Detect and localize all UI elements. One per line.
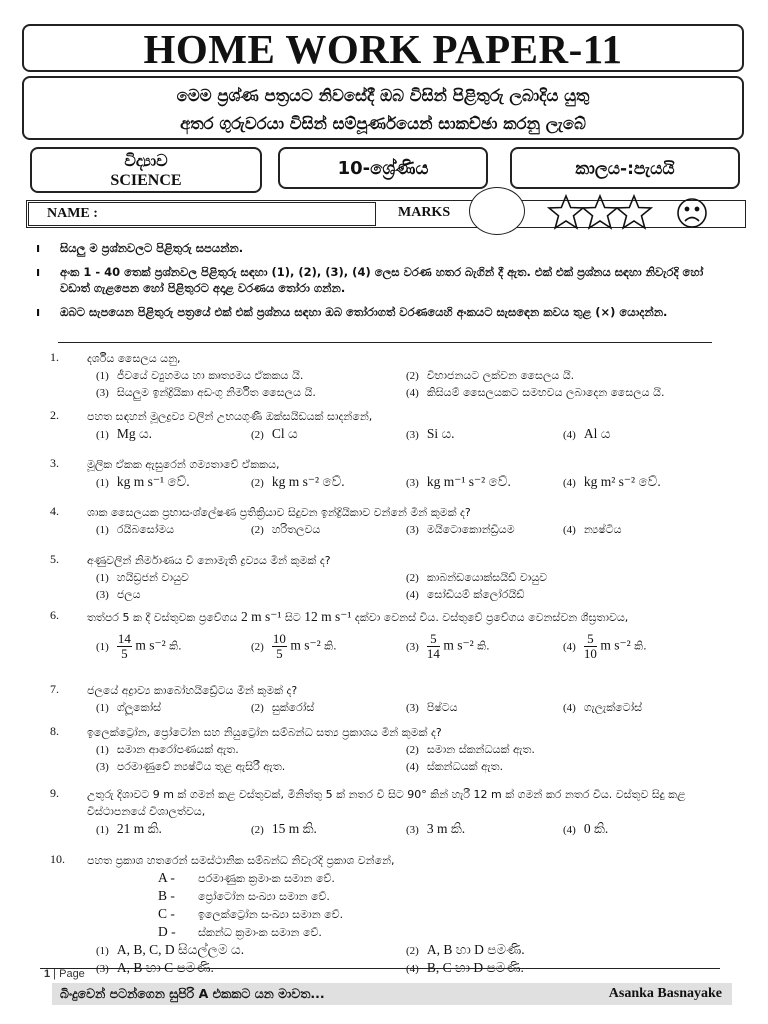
question-1 [50,350,740,408]
instruction-line-2: අතර ගුරුවරයා විසින් සම්පූර්ණයෙන් සාකච්ඡා කරනු ලැබේ [180,114,586,133]
question-number: 7. [50,682,59,696]
rule-1: ı සියලු ම ප්‍රශ්නවලට පිළිතුරු සපයන්න. [36,241,244,255]
option-3[interactable]: (3) පරමාණුවේ න්‍යෂ්ටිය තුළ ඇසිරී ඇත. [96,760,286,773]
option-2[interactable]: (2) සුක්රෝස් [251,701,315,714]
subject-sinhala: විද්‍යාව [124,151,168,170]
page-title: HOME WORK PAPER-11 [22,24,744,72]
question-9 [50,786,740,852]
option-3[interactable]: (3) kg m⁻¹ s⁻² වේ. [406,474,511,489]
option-4[interactable]: (4) ස්කන්ධයක් ඇත. [406,760,504,773]
footer-author: Asanka Basnayake [608,986,722,1001]
option-2[interactable]: (2) A, B හා D පමණි. [406,942,525,957]
option-4[interactable]: (4) B, C හා D පමණි. [406,960,524,975]
question-text: ජලයේ අද්‍රාව්‍ය කාබෝහයිඩ්‍රේටය මින් කුමක් ද? [87,684,298,697]
question-number: 5. [50,552,59,566]
page-number: 1 | Page [44,968,85,980]
option-1[interactable]: (1) kg m s⁻¹ වේ. [96,474,190,489]
statement-b: B - ප්‍රෝටෝන සංඛ්‍යා සමාන වේ. [158,888,330,903]
footer-divider [40,968,720,969]
question-6 [50,608,740,682]
rule-3: ı ඔබට සැපයෙන පිළිතුරු පත්‍රයේ එක් එක් ප්‍රශ්නය සඳහා ඔබ තෝරාගත් වරණයෙහි අංකයට සැසඳෙන කවය තුළ (×) යොදන්න. [36,305,668,319]
option-4[interactable]: (4) $\frac{5}{10}$ m s⁻² කි. [563,631,647,661]
statement-list [158,869,740,941]
footer-bar [52,983,732,1005]
option-1[interactable]: (1) හයිඩ්‍රජන් වායුව [96,571,189,584]
question-text: ශාක සෛලයක ප්‍රභාසංශ්ලේෂණ ප්‍රතික්‍රියාව සිදුවන ඉන්ද්‍රියිකාව වන්නේ මින් කුමක් ද? [87,506,471,519]
option-3[interactable]: (3) මයිටොකොන්ඩ්‍රියම [406,523,515,536]
question-number: 3. [50,456,59,470]
question-text: තත්පර 5 ක දී වස්තුවක ප්‍රවේගය 2 m s⁻¹ සිට 12 m s⁻¹ දක්වා වෙනස් විය. වස්තුවේ ප්‍රවේගය වෙනස්වන ශීඝ්‍රතාවය, [87,609,629,624]
star-icon [549,196,583,228]
question-7 [50,682,740,724]
question-text: ඉලෙක්ට්‍රෝන, ප්‍රෝටෝන සහ නියුට්‍රෝන සම්බන්ධ සත්‍ය ප්‍රකාශය මින් කුමක් ද? [87,726,442,739]
statement-a: A - පරමාණුක ක්‍රමාංක සමාන වේ. [158,870,335,885]
option-2[interactable]: (2) කාබන්ඩයොක්සයිඩ් වායුව [406,571,548,584]
option-4[interactable]: (4) න්‍යෂ්ටිය [563,523,622,536]
option-4[interactable]: (4) ගැලැක්ටෝස් [563,701,643,714]
statement-d: D - ස්කන්ධ ක්‍රමාංක සමාන වේ. [158,924,322,939]
option-1[interactable]: (1) සමාන ආරෝපණයක් ඇත. [96,743,239,756]
subject-box [30,147,262,193]
question-3 [50,456,740,504]
option-3[interactable]: (3) A, B හා C පමණි. [96,960,214,975]
question-number: 1. [50,350,59,364]
option-1[interactable]: (1) $\frac{14}{5}$ m s⁻² කි. [96,631,182,661]
question-text: දර්ශීය සෛලය යනු, [87,352,181,365]
rating-stars [546,192,746,232]
grade-box: 10-ශ්‍රේණිය [278,147,488,189]
footer-tagline: බිංදුවෙන් පටන්ගෙන සුපිරි A එකකට යන මාවත... [60,986,325,1001]
option-2[interactable]: (2) සමාන ස්කන්ධයක් ඇත. [406,743,535,756]
question-4 [50,504,740,552]
option-2[interactable]: (2) හරිතලවය [251,523,321,536]
option-2[interactable]: (2) 15 m කි. [251,821,317,836]
question-5 [50,552,740,608]
question-number: 6. [50,608,59,622]
question-number: 10. [50,852,65,866]
question-text: පහත ප්‍රකාශ හතරෙන් සමස්ථානික සම්බන්ධ නිවැරදි ප්‍රකාශ වන්නේ, [87,854,395,867]
question-number: 2. [50,408,59,422]
rule-2: ı අංක 1 - 40 තෙක් ප්‍රශ්නවල පිළිතුරු සඳහා (1), (2), (3), (4) ලෙස වරණ හතර බැගින් දී ඇත. එක් එක් ප්‍රශ්නය සඳහා නිවැරදි හෝ වඩාත් ගැළපෙන හෝ පිළිතුරට අදාළ වරණය තෝරා ගන්න. [36,265,704,295]
instruction-line-1: මෙම ප්‍රශ්ණ පත්‍රයට නිවසේදී ඔබ විසින් පිළිතුරු ලබාදිය යුතු [176,86,590,105]
option-1[interactable]: (1) A, B, C, D සියල්ලම ය. [96,942,245,957]
question-number: 8. [50,724,59,738]
option-2[interactable]: (2) විභාජනයට ලක්වන සෛලය යි. [406,369,575,382]
sad-face-icon [678,199,706,227]
option-1[interactable]: (1) ජීවයේ ව්‍යුහමය හා කෘත්‍යමය ඒකකය යි. [96,369,304,382]
option-3[interactable]: (3) පිෂ්ටය [406,701,458,714]
option-2[interactable]: (2) Cl ය [251,426,298,441]
marks-circle[interactable] [469,187,525,235]
option-3[interactable]: (3) Si ය. [406,426,455,441]
option-2[interactable]: (2) kg m s⁻² වේ. [251,474,345,489]
question-8 [50,724,740,786]
name-field[interactable]: NAME : [28,202,376,226]
option-1[interactable]: (1) 21 m කි. [96,821,162,836]
option-2[interactable]: (2) $\frac{10}{5}$ m s⁻² කි. [251,631,337,661]
instructions-box [22,76,744,140]
option-1[interactable]: (1) රයිබසෝමය [96,523,175,536]
option-4[interactable]: (4) සෝඩියම් ක්ලෝරයිඩ් [406,588,525,601]
option-3[interactable]: (3) සියලුම ඉන්ද්‍රියිකා අඩංගු නිර්මිත සෛලය යි. [96,386,316,399]
option-3[interactable]: (3) ජලය [96,588,141,601]
question-text: උතුරු දිශාවට 9 m ක් ගමන් කළ වස්තුවක්, මිනිත්තු 5 ක් නතර වී සිට 90° කින් හැරී 12 m ක් ගමන් කර නතර විය. වස්තුව සිදු කළ විස්ථාපනයේ විශාලත්වය, [87,788,686,818]
time-box: කාලය-:පැයයි [510,147,740,189]
question-10 [50,852,740,982]
star-icon [583,196,617,228]
question-2 [50,408,740,456]
questions-list [50,346,740,982]
option-3[interactable]: (3) $\frac{5}{14}$ m s⁻² කි. [406,631,490,661]
option-1[interactable]: (1) ග්ලූකෝස් [96,701,162,714]
option-4[interactable]: (4) Al ය [563,426,611,441]
marks-label: MARKS [398,205,451,220]
option-4[interactable]: (4) 0 කි. [563,821,609,836]
statement-c: C - ඉලෙක්ට්‍රෝන සංඛ්‍යා සමාන වේ. [158,906,344,921]
question-text: මූලික ඒකක ඇසුරෙන් ගම්‍යතාවේ ඒකකය, [87,458,280,471]
option-3[interactable]: (3) 3 m කි. [406,821,466,836]
divider [58,342,712,343]
star-icon [617,196,651,228]
option-4[interactable]: (4) කිසියම් සෛලයකට සමභවය ලබාදෙන සෛලය යි. [406,386,665,399]
option-4[interactable]: (4) kg m² s⁻² වේ. [563,474,661,489]
option-1[interactable]: (1) Mg ය. [96,426,153,441]
question-number: 9. [50,786,59,800]
question-text: පහත සඳහන් මූලද්‍රව්‍ය වලින් උභයගුණී ඔක්සයිඩයක් සාදන්නේ, [87,410,373,423]
question-text: අණුවලින් නිර්මාණය වී නොමැති ද්‍රව්‍යය මින් කුමක් ද? [87,554,331,567]
question-number: 4. [50,504,59,518]
subject-english: SCIENCE [110,172,182,189]
